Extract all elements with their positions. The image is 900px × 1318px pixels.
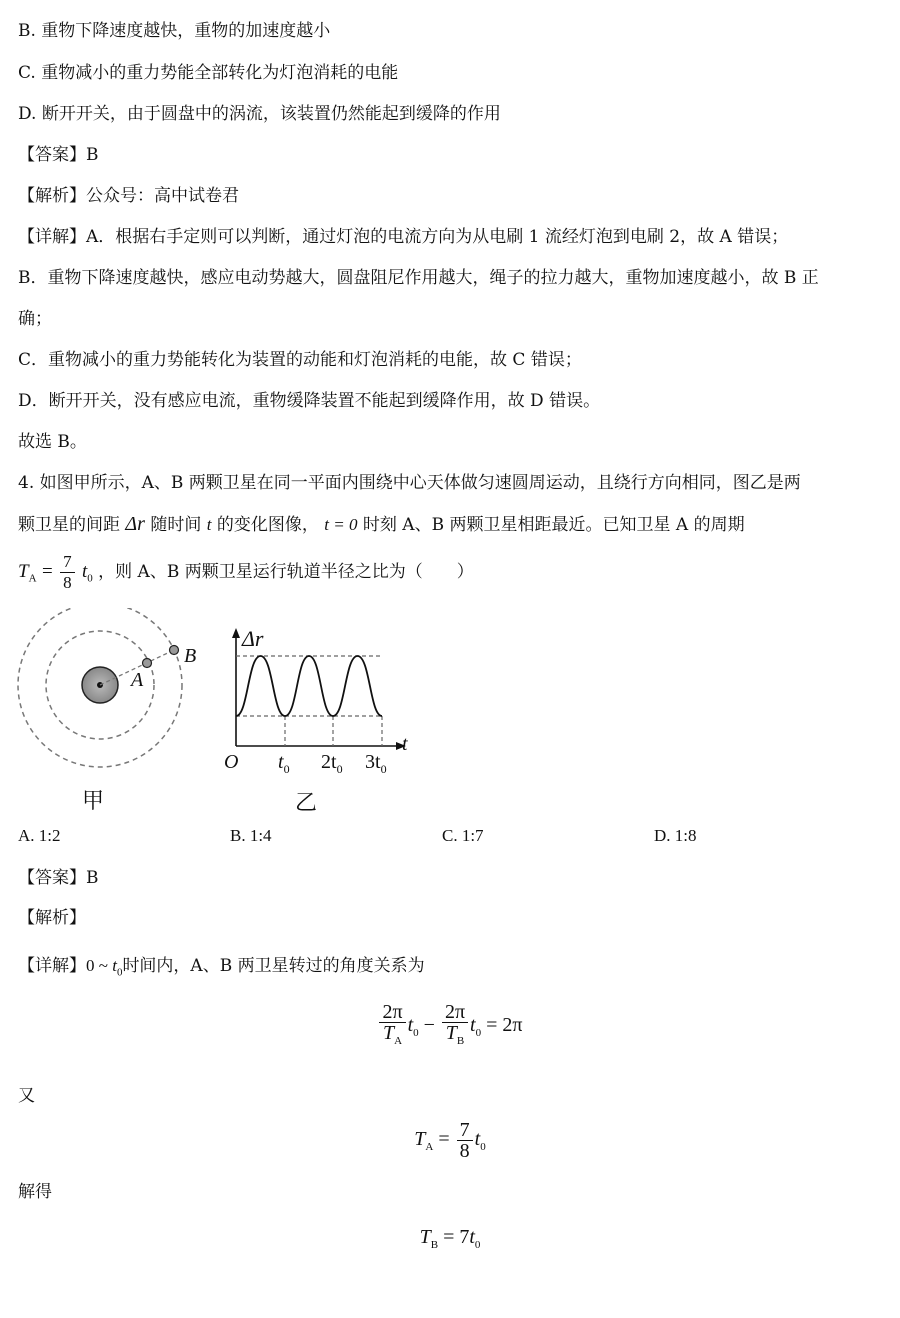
question-4-line1: 4. 如图甲所示，A、B 两颗卫星在同一平面内围绕中心天体做匀速圆周运动，且绕行方向相同，图乙是两 <box>18 473 801 493</box>
detail-b: B．重物下降速度越快，感应电动势越大，圆盘阻尼作用越大，绳子的拉力越大，重物加速度越小，故 B 正 <box>18 268 819 288</box>
svg-text:3t0: $3t_0$ <box>365 751 387 776</box>
question-4-line3: $T_A$ = $\frac{7}{8}$ $t_0$ ，则 A、B 两颗卫星运行轨道半径之比为（ ） <box>18 552 474 592</box>
detail-b-cont: 确； <box>18 309 52 329</box>
analysis2-label: 【解析】 <box>18 908 86 928</box>
you-text: 又 <box>18 1086 35 1106</box>
detail-a: 【详解】A．根据右手定则可以判断，通过灯泡的电流方向为从电刷 1 流经灯泡到电刷 2，故 A 错误； <box>18 227 789 247</box>
x-axis-label: t <box>402 733 408 755</box>
equation-angle: $\frac{2\pi}{T_A}$ $t_0$ − $\frac{2\pi}{T_B}$ $t_0 = 2\pi$ <box>0 1002 900 1051</box>
option-d-text: D. 断开开关，由于圆盘中的涡流，该装置仍然能起到缓降的作用 <box>18 104 501 124</box>
figure-label-jia: 甲 <box>82 789 105 814</box>
delta-r-symbol: Δr <box>125 513 145 535</box>
detail-d: D．断开开关，没有感应电流，重物缓降装置不能起到缓降作用，故 D 错误。 <box>18 391 601 411</box>
y-axis-label: Δr <box>242 626 264 651</box>
svg-text:t0: $t_0$ <box>278 751 290 776</box>
detail2-line: 【详解】0 ~ $t_0$时间内，A、B 两卫星转过的角度关系为 <box>18 956 425 979</box>
orbit-figure <box>10 608 200 808</box>
equation-ta: $T_A$ = $\frac{7}{8}$ $t_0$ <box>414 1119 486 1162</box>
detail-c: C．重物减小的重力势能转化为装置的动能和灯泡消耗的电能，故 C 错误； <box>18 350 582 370</box>
option-b: B. 1:4 <box>230 826 272 845</box>
question-4-line2: 颗卫星的间距 Δr 随时间 t 的变化图像， t = 0 时刻 A、B 两颗卫星相距最近。已知卫星 A 的周期 <box>18 513 745 535</box>
analysis-label: 【解析】公众号：高中试卷君 <box>18 186 239 206</box>
option-b-text: B. 重物下降速度越快，重物的加速度越小 <box>18 21 331 41</box>
svg-text:2t0: $2t_0$ <box>321 751 343 776</box>
tick-3t0: 3t <box>365 751 381 773</box>
origin-label: O <box>224 751 239 773</box>
satellite-a <box>143 659 152 668</box>
detail-choice: 故选 B。 <box>18 432 87 452</box>
tick-t0: t <box>278 751 284 773</box>
graph-figure <box>220 626 420 782</box>
option-c-text: C. 重物减小的重力势能全部转化为灯泡消耗的电能 <box>18 63 399 83</box>
answer-label: 【答案】B <box>18 145 99 165</box>
label-b: B <box>184 645 197 667</box>
option-d: D. 1:8 <box>654 826 697 845</box>
jiede-text: 解得 <box>18 1182 52 1202</box>
equation-tb: $T_B = 7t_0$ <box>419 1226 481 1251</box>
answer2-label: 【答案】B <box>18 868 99 888</box>
option-c: C. 1:7 <box>442 826 484 845</box>
figure-label-yi: 乙 <box>295 791 318 816</box>
satellite-b <box>170 646 179 655</box>
t-symbol: t <box>206 515 212 534</box>
distance-curve <box>236 656 382 716</box>
tick-2t0: 2t <box>321 751 337 773</box>
label-a: A <box>131 669 144 691</box>
option-a: A. 1:2 <box>18 826 61 845</box>
t-equals-zero: t = 0 <box>324 515 358 534</box>
